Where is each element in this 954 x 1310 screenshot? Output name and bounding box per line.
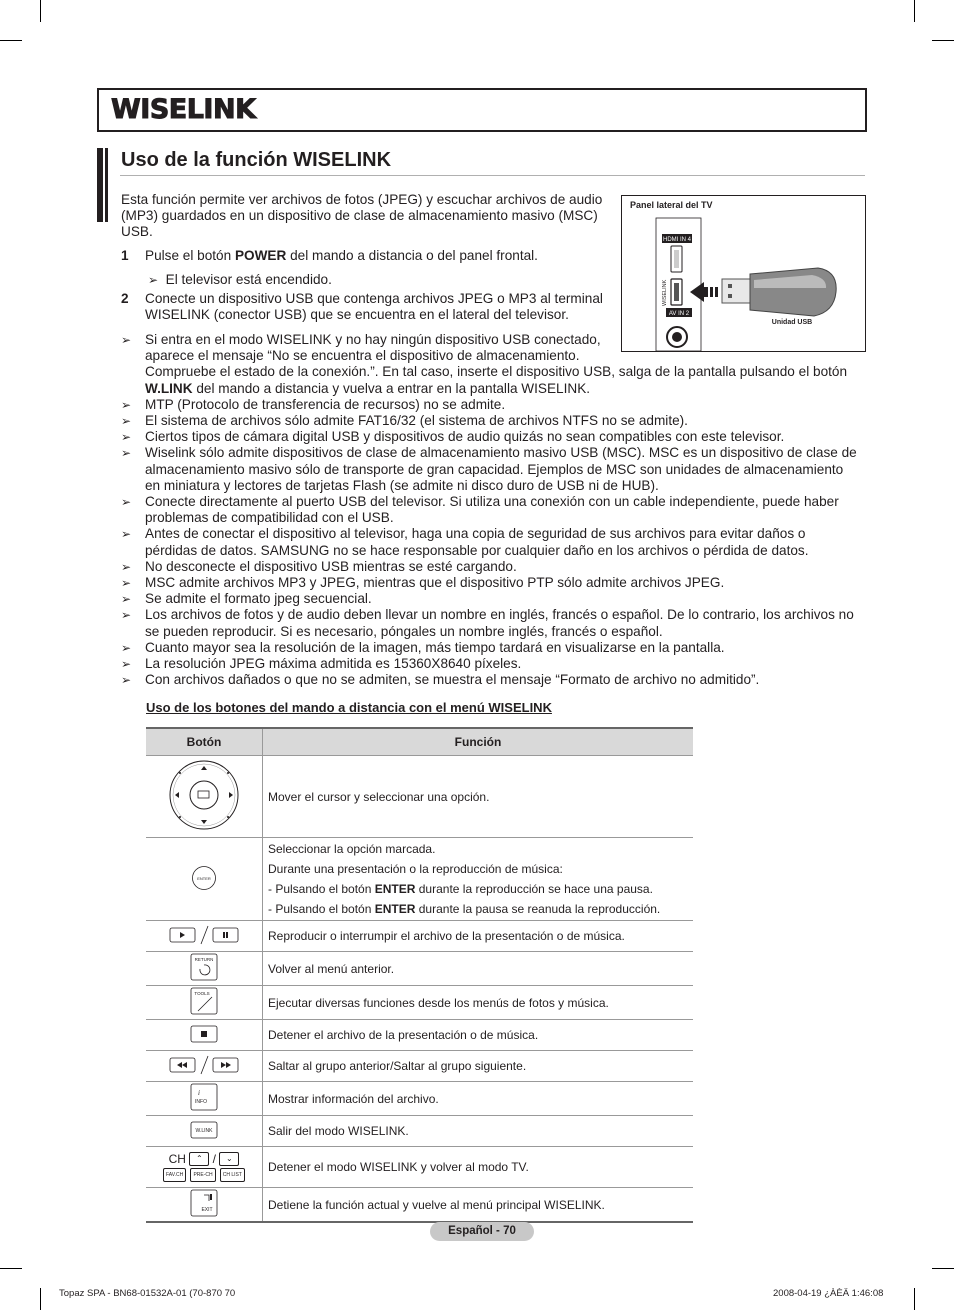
crop-mark xyxy=(40,0,41,22)
ch-down-icon: ⌄ xyxy=(219,1152,239,1166)
function-cell: Reproducir o interrumpir el archivo de la presentación o de música. xyxy=(263,921,694,952)
note-arrow-icon: ➢ xyxy=(121,640,132,655)
function-cell: Salir del modo WISELINK. xyxy=(263,1116,694,1147)
note-item xyxy=(121,526,866,558)
step-text: del mando a distancia o del panel frontal. xyxy=(286,248,538,263)
column-header-function: Función xyxy=(263,728,694,756)
note-text: del mando a distancia y vuelva a entrar en la pantalla WISELINK. xyxy=(192,380,591,396)
step-1-text xyxy=(145,248,538,264)
table-row xyxy=(146,838,693,921)
section-rule xyxy=(120,175,865,176)
note-arrow-icon: ➢ xyxy=(121,673,132,688)
function-cell xyxy=(263,838,694,921)
note-arrow-icon: ➢ xyxy=(121,527,132,542)
wlink-icon xyxy=(190,1121,218,1139)
enter-key-name: ENTER xyxy=(374,882,416,896)
note-text: Se admite el formato jpeg secuencial. xyxy=(145,591,372,607)
note-arrow-icon: ➢ xyxy=(121,592,132,607)
function-cell: Detener el modo WISELINK y volver al modo TV. xyxy=(263,1147,694,1188)
exit-key-label: EXIT xyxy=(201,1207,213,1213)
note-item xyxy=(121,445,866,494)
ch-keys: CH ⌃ / ⌄ xyxy=(147,1152,261,1167)
button-cell xyxy=(146,1051,263,1082)
remote-buttons-table xyxy=(146,727,693,1223)
note-item xyxy=(121,672,866,688)
hdmi-label: HDMI IN 4 xyxy=(662,237,692,243)
note-arrow-icon: ➢ xyxy=(148,273,159,287)
enter-key-label: ENTER xyxy=(197,875,211,881)
note-text: El sistema de archivos sólo admite FAT16/32 (el sistema de archivos NTFS no se admite). xyxy=(145,413,688,429)
note-text: aparece el mensaje “No se encuentra el dispositivo de almacenamiento. xyxy=(145,348,580,364)
section-bar xyxy=(97,148,103,222)
function-cell: Detiene la función actual y vuelve al menú principal WISELINK. xyxy=(263,1188,694,1223)
button-cell xyxy=(146,1147,263,1188)
chapter-title-box xyxy=(97,88,867,132)
enter-button-icon xyxy=(191,865,217,891)
notes-block xyxy=(121,332,866,688)
note-text: Ciertos tipos de cámara digital USB y dispositivos de audio quizás no sean compatibles con este televisor. xyxy=(145,429,785,445)
table-row xyxy=(146,921,693,952)
note-item xyxy=(121,575,866,591)
note-item xyxy=(121,591,866,607)
note-text: MTP (Protocolo de transferencia de recursos) no se admite. xyxy=(145,396,506,412)
table-row xyxy=(146,1020,693,1051)
note-item xyxy=(121,640,866,656)
exit-icon xyxy=(190,1189,218,1217)
table-row xyxy=(146,1147,693,1188)
crop-mark xyxy=(914,1288,915,1310)
intro-line: Esta función permite ver archivos de fotos (JPEG) y escuchar archivos de audio xyxy=(121,192,603,207)
button-cell xyxy=(146,952,263,986)
chapter-title: WISELINK xyxy=(111,94,256,125)
note-text: La resolución JPEG máxima admitida es 15360X8640 píxeles. xyxy=(145,656,522,672)
note-item xyxy=(121,429,866,445)
enter-key-name: ENTER xyxy=(374,902,416,916)
tools-key-label: TOOLS xyxy=(194,991,210,996)
note-item xyxy=(121,656,866,672)
note-text: Antes de conectar el dispositivo al televisor, haga una copia de seguridad de sus archivos para evitar daños o xyxy=(145,526,806,542)
table-heading: Uso de los botones del mando a distancia con el menú WISELINK xyxy=(146,700,552,715)
note-item xyxy=(121,397,866,413)
info-icon xyxy=(190,1083,218,1111)
note-text: Si entra en el modo WISELINK y no hay ningún dispositivo USB conectado, xyxy=(145,332,601,347)
step-text: Conecte un dispositivo USB que contenga archivos JPEG o MP3 al terminal xyxy=(145,291,603,306)
table-row xyxy=(146,1188,693,1223)
fav-ch-icon: FAV.CH xyxy=(163,1168,186,1182)
function-text: Seleccionar la opción marcada. xyxy=(268,842,436,856)
step-text: Pulse el botón xyxy=(145,248,235,263)
svg-text:i: i xyxy=(198,1089,200,1097)
button-cell xyxy=(146,838,263,921)
note-text: Cuanto mayor sea la resolución de la imagen, más tiempo tardará en visualizarse en la pantalla. xyxy=(145,639,725,655)
wlink-key-name: W.LINK xyxy=(145,380,193,396)
table-row xyxy=(146,1116,693,1147)
note-text: pérdidas de datos. SAMSUNG no se hace responsable por cualquier daño en los archivos o pérdida de datos. xyxy=(145,542,809,558)
note-text: Wiselink sólo admite dispositivos de clase de almacenamiento masivo USB (MSC). MSC es un dispositivo de clase de xyxy=(145,445,857,461)
note-text: Los archivos de fotos y de audio deben llevar un nombre en inglés, francés o español. De lo contrario, los archivos no xyxy=(145,607,854,623)
note-text: problemas de compatibilidad con el USB. xyxy=(145,510,394,526)
crop-mark xyxy=(932,1268,954,1269)
note-item xyxy=(121,607,866,639)
note-text: Conecte directamente al puerto USB del televisor. Si utiliza una conexión con un cable independiente, puede haber xyxy=(145,494,839,510)
step-1-note xyxy=(148,272,332,288)
note-arrow-icon: ➢ xyxy=(121,333,132,347)
step-text: WISELINK (conector USB) que se encuentra en el lateral del televisor. xyxy=(145,307,569,323)
function-text xyxy=(268,879,692,899)
table-row xyxy=(146,1082,693,1116)
note-text: Con archivos dañados o que no se admiten, se muestra el mensaje “Formato de archivo no admitido”. xyxy=(145,672,760,688)
note-arrow-icon: ➢ xyxy=(121,576,132,591)
note-arrow-icon: ➢ xyxy=(121,397,132,412)
tv-panel-illustration xyxy=(622,196,865,351)
usb-caption: Unidad USB xyxy=(771,319,813,326)
note-text: Compruebe el estado de la conexión.”. En tal caso, inserte el dispositivo USB, salga de la pantalla pulsando el botón xyxy=(145,364,848,380)
footer-left: Topaz SPA - BN68-01532A-01 (70-870 70 xyxy=(59,1288,236,1299)
button-cell xyxy=(146,1188,263,1223)
dpad-icon xyxy=(168,759,240,831)
function-text: durante la pausa se reanuda la reproducción. xyxy=(415,902,661,916)
note-arrow-icon: ➢ xyxy=(121,430,132,445)
wlink-key-label: W.LINK xyxy=(195,1127,213,1134)
note-text: El televisor está encendido. xyxy=(165,272,332,287)
ch-extra-keys xyxy=(147,1168,261,1182)
av-label: AV IN 2 xyxy=(668,311,690,317)
button-cell xyxy=(146,986,263,1020)
note-text: MSC admite archivos MP3 y JPEG, mientras que el dispositivo PTP sólo admite archivos JPEG. xyxy=(145,575,725,591)
note-item xyxy=(121,332,866,397)
button-cell xyxy=(146,1116,263,1147)
note-item xyxy=(121,494,866,526)
stop-icon xyxy=(190,1024,218,1044)
ch-label: CH xyxy=(168,1151,186,1166)
function-text: Durante una presentación o la reproducción de música: xyxy=(268,862,563,876)
crop-mark xyxy=(0,1268,22,1269)
note-arrow-icon: ➢ xyxy=(121,446,132,461)
wiselink-label: WISELINK xyxy=(662,279,668,306)
note-item xyxy=(121,413,866,429)
table-row xyxy=(146,756,693,838)
ch-up-icon: ⌃ xyxy=(189,1152,209,1166)
footer-right: 2008-04-19 ¿ÀÈÄ 1:46:08 xyxy=(773,1288,884,1299)
button-cell xyxy=(146,921,263,952)
intro-line: (MP3) guardados en un dispositivo de clase de almacenamiento masivo (MSC) xyxy=(121,208,598,224)
note-text: No desconecte el dispositivo USB mientras se esté cargando. xyxy=(145,558,517,574)
note-arrow-icon: ➢ xyxy=(121,495,132,510)
function-cell: Mover el cursor y seleccionar una opción. xyxy=(263,756,694,838)
crop-mark xyxy=(0,40,22,41)
function-text xyxy=(268,899,692,919)
function-text: - Pulsando el botón xyxy=(268,882,375,896)
step-number: 1 xyxy=(121,248,129,263)
function-cell: Volver al menú anterior. xyxy=(263,952,694,986)
section-bar xyxy=(105,148,108,222)
crop-mark xyxy=(932,40,954,41)
rewind-forward-icon xyxy=(168,1054,240,1076)
table-header-row xyxy=(146,728,693,756)
return-icon xyxy=(190,953,218,981)
note-text: almacenamiento masivo sólo de transporte de gran capacidad. Ejemplos de MSC son unidades de almacenamiento xyxy=(145,461,844,477)
note-arrow-icon: ➢ xyxy=(121,657,132,672)
section-title: Uso de la función WISELINK xyxy=(121,149,392,171)
table-row xyxy=(146,952,693,986)
table-row xyxy=(146,1051,693,1082)
function-cell: Detener el archivo de la presentación o de música. xyxy=(263,1020,694,1051)
function-cell: Saltar al grupo anterior/Saltar al grupo siguiente. xyxy=(263,1051,694,1082)
play-pause-icon xyxy=(168,924,240,946)
ch-list-icon: CH LIST xyxy=(220,1168,245,1182)
function-text: durante la reproducción se hace una pausa. xyxy=(415,882,653,896)
note-text: se pueden reproducir. Si es necesario, póngales un nombre inglés, francés o español. xyxy=(145,623,663,639)
note-text: en miniatura y lectores de tarjetas Flash (se admite ni disco duro de USB ni de HUB). xyxy=(145,477,659,493)
crop-mark xyxy=(40,1288,41,1310)
function-cell: Mostrar información del archivo. xyxy=(263,1082,694,1116)
page-number-badge: Español - 70 xyxy=(430,1222,534,1241)
crop-mark xyxy=(914,0,915,22)
tv-side-panel-figure xyxy=(621,195,866,352)
note-text xyxy=(145,381,866,397)
info-key-label: INFO xyxy=(195,1099,207,1105)
column-header-button: Botón xyxy=(146,728,263,756)
note-arrow-icon: ➢ xyxy=(121,559,132,574)
figure-caption: Panel lateral del TV xyxy=(630,200,713,210)
intro-paragraph xyxy=(121,192,602,241)
function-text: - Pulsando el botón xyxy=(268,902,375,916)
table-row xyxy=(146,986,693,1020)
button-cell xyxy=(146,1020,263,1051)
note-arrow-icon: ➢ xyxy=(121,414,132,429)
step-2-text xyxy=(145,291,603,323)
note-arrow-icon: ➢ xyxy=(121,608,132,623)
button-cell xyxy=(146,1082,263,1116)
tools-icon xyxy=(190,987,218,1015)
return-key-label: RETURN xyxy=(194,957,214,962)
function-cell: Ejecutar diversas funciones desde los menús de fotos y música. xyxy=(263,986,694,1020)
note-item xyxy=(121,559,866,575)
intro-line: USB. xyxy=(121,224,153,240)
button-cell xyxy=(146,756,263,838)
pre-ch-icon: PRE-CH xyxy=(190,1168,215,1182)
power-key-name: POWER xyxy=(234,248,287,263)
step-number: 2 xyxy=(121,291,129,306)
